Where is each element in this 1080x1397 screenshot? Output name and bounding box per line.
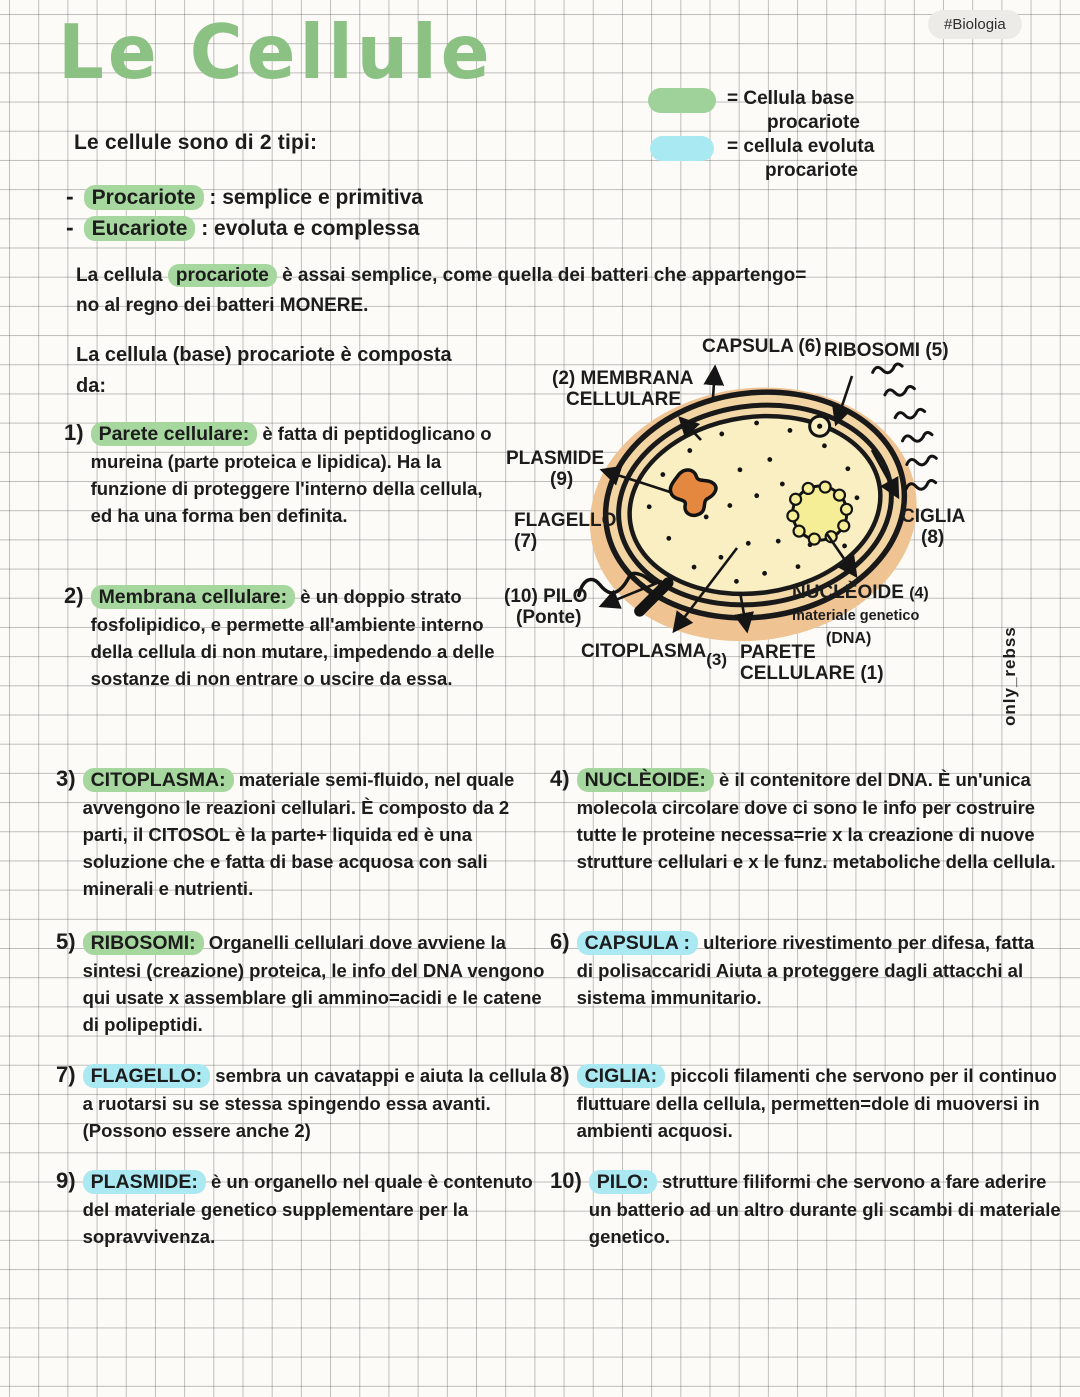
page-title: Le Cellule	[58, 8, 494, 96]
item-title: Membrana cellulare:	[91, 585, 296, 609]
label-citoplasma	[581, 641, 728, 669]
label-ribosomi: RIBOSOMI (5)	[824, 340, 949, 361]
label-line: (7)	[514, 531, 538, 552]
item-body: piccoli filamenti che servono per il continuo fluttuare della cellula, permetten=dole di muoversi in ambienti acquosi.	[576, 1065, 1057, 1141]
label-line: (8)	[921, 527, 945, 548]
bullet-dash: -	[66, 214, 74, 240]
item-title: CAPSULA :	[577, 931, 698, 955]
bullet-dash: -	[66, 183, 74, 209]
item-body: ulteriore rivestimento per difesa, fatta di polisaccaridi Aiuta a proteggere dagli attacchi al sistema immunitario.	[576, 932, 1035, 1008]
label-membrana	[552, 368, 693, 410]
label-line: CIGLIA	[901, 506, 966, 527]
item-body: Organelli cellulari dove avviene la sintesi (creazione) proteica, le info del DNA vengono qui usate x assemblare gli ammino=acidi e le catene di polipeptidi.	[82, 932, 545, 1035]
label-line: CELLULARE	[566, 389, 682, 410]
legend-cyan-line2: procariote	[765, 160, 858, 181]
hashtag-badge: #Biologia	[928, 10, 1022, 39]
item-number: 7)	[56, 1062, 76, 1087]
label-line: (10) PILO	[504, 586, 588, 607]
watermark-signature: only_rebss	[1000, 626, 1019, 726]
item-title: RIBOSOMI:	[83, 931, 204, 955]
ribosome-circled	[808, 415, 831, 438]
item-body: sembra un cavatappi e aiuta la cellula a ruotarsi su se stessa spingendo essa avanti. (Possono essere anche 2)	[82, 1065, 547, 1141]
composition-intro: La cellula (base) procariote è composta da:	[76, 344, 452, 397]
label-line: NUCLÈOIDE	[792, 582, 904, 603]
item-title: PLASMIDE:	[83, 1170, 206, 1194]
desc-eucariote: : evoluta e complessa	[201, 217, 420, 240]
item-pilo	[550, 1168, 1065, 1250]
label-line: PARETE	[740, 642, 816, 663]
label-nucleoide	[792, 582, 929, 649]
intro-paragraph	[76, 261, 1026, 321]
item-number: 4)	[550, 766, 570, 791]
legend-green-label	[727, 87, 860, 135]
item-title: CITOPLASMA:	[83, 768, 234, 792]
type-eucariote	[66, 214, 419, 241]
item-ciglia	[550, 1062, 1065, 1144]
item-number: 5)	[56, 929, 76, 954]
paragraph-pre: La cellula	[76, 265, 168, 286]
legend-green-swatch	[648, 88, 716, 113]
item-body: è un organello nel quale è contenuto del materiale genetico supplementare per la sopravvivenza.	[82, 1171, 533, 1247]
item-capsula	[550, 929, 1055, 1011]
label-line: FLAGELLO	[514, 510, 617, 531]
label-line: (Ponte)	[516, 607, 582, 628]
item-body: è fatta di peptidoglicano o mureina (parte proteica e lipidica). Ha la funzione di proteggere l'interno della cellula, ed ha una forma ben definita.	[90, 423, 492, 526]
label-line: (9)	[550, 469, 574, 490]
label-plasmide	[506, 448, 604, 490]
item-ribosomi	[56, 929, 548, 1038]
item-flagello	[56, 1062, 553, 1144]
label-flagello	[514, 510, 616, 552]
arrow-capsula	[713, 367, 715, 398]
label-line: (2) MEMBRANA	[552, 368, 694, 389]
label-capsula: CAPSULA (6)	[702, 336, 822, 357]
item-body: materiale semi-fluido, nel quale avvengono le reazioni cellulari. È composto da 2 parti, il CITOSOL è la parte+ liquida ed è una soluzione che e fatta di base acquosa con sali minerali e nutrienti.	[82, 769, 515, 899]
label-pilo	[504, 586, 587, 628]
item-number: 6)	[550, 929, 570, 954]
item-body: è un doppio strato fosfolipidico, e permette all'ambiente interno della cellula di non mutare, impedendo a delle sostanze di non entrare o uscire da essa.	[90, 586, 495, 689]
paragraph-highlight: procariote	[168, 264, 277, 287]
item-title: Parete cellulare:	[91, 422, 258, 446]
item-body: è il contenitore del DNA. È un'unica molecola circolare dove ci sono le info per costruire tutte le proteine necessa=rie x la creazione di nuove strutture cellulari e x le funz. metaboliche della cellula.	[576, 769, 1056, 872]
label-line: CITOPLASMA	[581, 641, 707, 662]
legend-cyan-label	[727, 135, 874, 183]
item-title: CIGLIA:	[577, 1064, 666, 1088]
label-ciglia	[901, 506, 965, 548]
paragraph-line2: no al regno dei batteri MONERE.	[76, 295, 369, 316]
term-eucariote: Eucariote	[84, 216, 196, 241]
item-title: NUCLÈOIDE:	[577, 768, 714, 792]
item-plasmide	[56, 1168, 556, 1250]
item-number: 10)	[550, 1168, 582, 1193]
item-number: 8)	[550, 1062, 570, 1087]
item-number: 9)	[56, 1168, 76, 1193]
item-membrana	[64, 583, 519, 692]
legend-green-line2: procariote	[767, 112, 860, 133]
label-line: CELLULARE (1)	[740, 663, 884, 684]
item-nucleoide	[550, 766, 1060, 875]
item-number: 1)	[64, 420, 84, 445]
label-line: (4)	[909, 585, 929, 602]
label-line: materiale genetico	[792, 608, 920, 624]
term-procariote: Procariote	[84, 185, 204, 210]
item-number: 3)	[56, 766, 76, 791]
label-line: (DNA)	[826, 630, 872, 647]
item-title: PILO:	[589, 1170, 657, 1194]
item-title: FLAGELLO:	[83, 1064, 211, 1088]
label-line: (3)	[706, 650, 728, 669]
desc-procariote: : semplice e primitiva	[209, 186, 423, 209]
legend-cyan-swatch	[650, 136, 714, 161]
legend-green-line1: = Cellula base	[727, 88, 855, 109]
legend-cyan-line1: = cellula evoluta	[727, 136, 875, 157]
type-procariote	[66, 183, 423, 210]
item-number: 2)	[64, 583, 84, 608]
label-line: PLASMIDE	[506, 448, 605, 469]
item-parete	[64, 420, 504, 529]
paragraph-post: è assai semplice, come quella dei batteri che appartengo=	[276, 265, 807, 286]
item-body: strutture filiformi che servono a fare aderire un batterio ad un altro durante gli scambi di materiale genetico.	[588, 1171, 1061, 1247]
item-citoplasma	[56, 766, 548, 902]
intro-line: Le cellule sono di 2 tipi:	[74, 131, 318, 154]
